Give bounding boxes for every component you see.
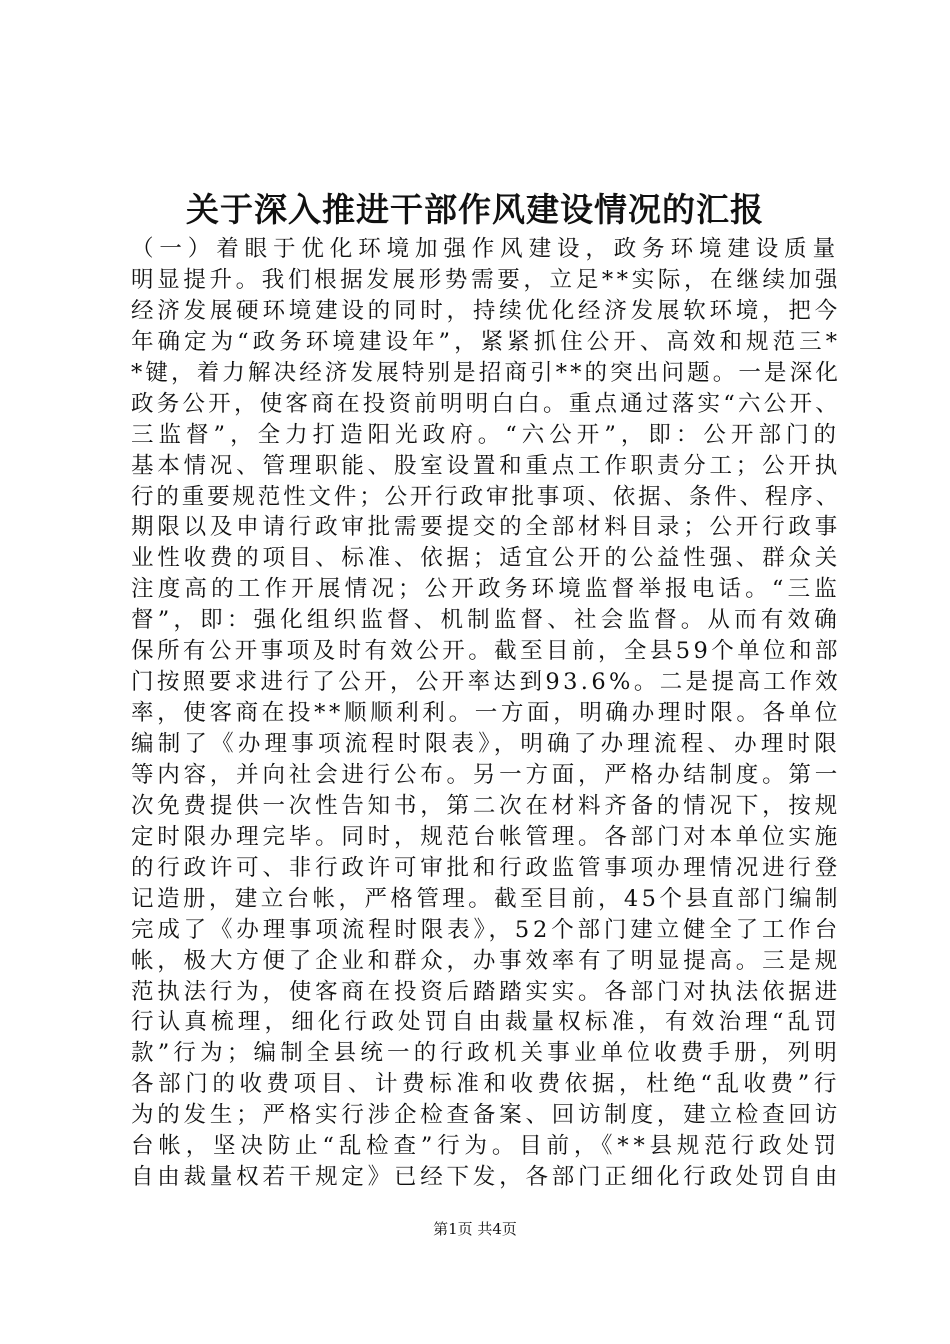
text-line: *键，着力解决经济发展特别是招商引**的突出问题。一是深化 — [131, 359, 841, 386]
text-line: 编制了《办理事项流程时限表》，明确了办理流程、办理时限 — [131, 731, 841, 757]
text-line: 三监督”，全力打造阳光政府。“六公开”，即：公开部门的 — [131, 421, 841, 448]
text-line: 各部门的收费项目、计费标准和收费依据，杜绝“乱收费”行 — [131, 1071, 841, 1098]
text-line: 次免费提供一次性告知书，第二次在材料齐备的情况下，按规 — [131, 792, 841, 819]
document-title: 关于深入推进干部作风建设情况的汇报 — [186, 190, 764, 229]
text-line: 门按照要求进行了公开，公开率达到93.6%。二是提高工作效 — [131, 669, 841, 696]
text-line: （一）着眼于优化环境加强作风建设，政务环境建设质量 — [131, 236, 841, 262]
text-line: 经济发展硬环境建设的同时，持续优化经济发展软环境，把今 — [131, 297, 841, 324]
text-line: 基本情况、管理职能、股室设置和重点工作职责分工；公开执 — [131, 452, 841, 479]
text-line: 自由裁量权若干规定》已经下发，各部门正细化行政处罚自由 — [131, 1164, 841, 1191]
text-line: 记造册，建立台帐，严格管理。截至目前，45个县直部门编制 — [131, 885, 841, 912]
text-line: 年确定为“政务环境建设年”，紧紧抓住公开、高效和规范三* — [131, 328, 841, 355]
text-line: 范执法行为，使客商在投资后踏踏实实。各部门对执法依据进 — [131, 978, 841, 1005]
text-line: 明显提升。我们根据发展形势需要，立足**实际，在继续加强 — [131, 266, 841, 293]
text-line: 督”，即：强化组织监督、机制监督、社会监督。从而有效确 — [131, 607, 841, 634]
text-line: 率，使客商在投**顺顺利利。一方面，明确办理时限。各单位 — [131, 700, 841, 727]
text-line: 的行政许可、非行政许可审批和行政监管事项办理情况进行登 — [131, 854, 841, 881]
text-line: 政务公开，使客商在投资前明明白白。重点通过落实“六公开、 — [131, 390, 841, 417]
text-line: 业性收费的项目、标准、依据；适宜公开的公益性强、群众关 — [131, 545, 841, 572]
page-footer — [0, 1218, 950, 1240]
page-number-label: 第1页 共4页 — [433, 1220, 517, 1238]
text-line: 行认真梳理，细化行政处罚自由裁量权标准，有效治理“乱罚 — [131, 1009, 841, 1036]
body-paragraph — [131, 234, 841, 1193]
text-line: 等内容，并向社会进行公布。另一方面，严格办结制度。第一 — [131, 761, 841, 788]
text-line: 款”行为；编制全县统一的行政机关事业单位收费手册，列明 — [131, 1040, 841, 1067]
text-line: 帐，极大方便了企业和群众，办事效率有了明显提高。三是规 — [131, 947, 841, 974]
text-line: 行的重要规范性文件；公开行政审批事项、依据、条件、程序、 — [131, 483, 841, 510]
text-line: 保所有公开事项及时有效公开。截至目前，全县59个单位和部 — [131, 638, 841, 665]
text-line: 完成了《办理事项流程时限表》，52个部门建立健全了工作台 — [131, 916, 841, 943]
text-line: 为的发生；严格实行涉企检查备案、回访制度，建立检查回访 — [131, 1102, 841, 1129]
text-line: 定时限办理完毕。同时，规范台帐管理。各部门对本单位实施 — [131, 823, 841, 850]
text-line: 注度高的工作开展情况；公开政务环境监督举报电话。“三监 — [131, 576, 841, 603]
text-line: 台帐，坚决防止“乱检查”行为。目前，《**县规范行政处罚 — [131, 1133, 841, 1160]
text-line: 期限以及申请行政审批需要提交的全部材料目录；公开行政事 — [131, 514, 841, 541]
